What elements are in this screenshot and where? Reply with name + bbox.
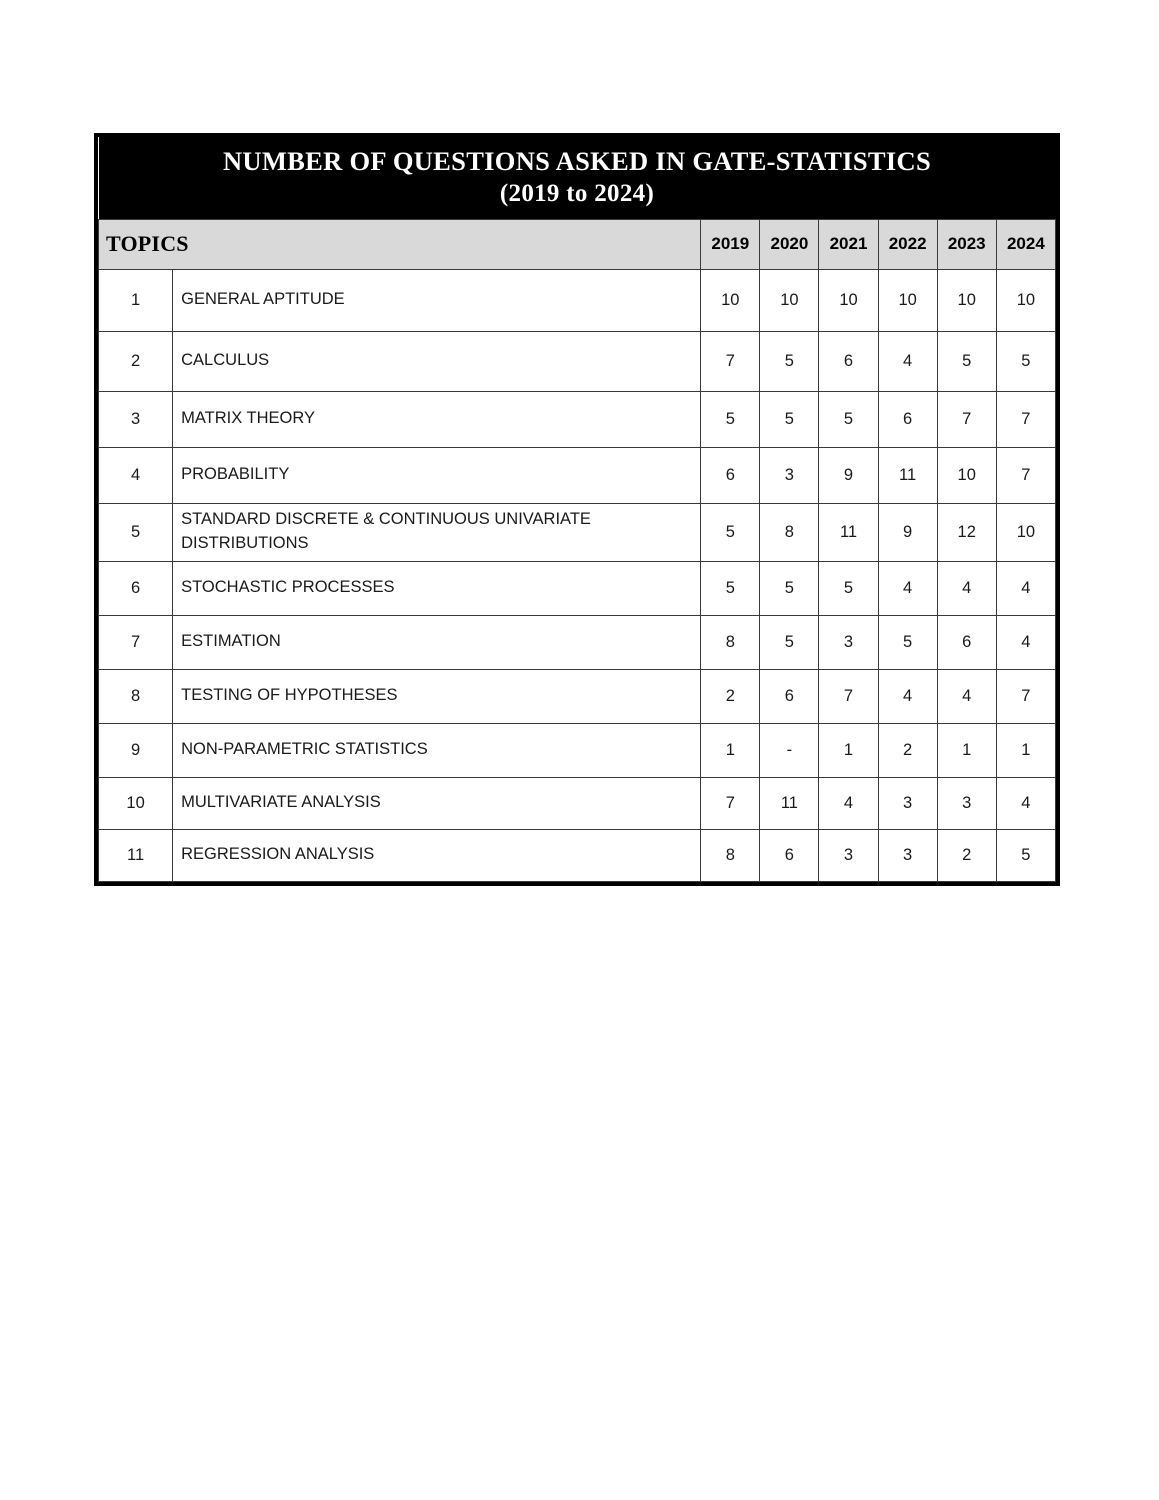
row-topic: MATRIX THEORY (173, 391, 701, 447)
cell-2020: 3 (760, 447, 819, 503)
cell-2021: 11 (819, 503, 878, 561)
cell-2020: 6 (760, 669, 819, 723)
table-row (99, 669, 1056, 723)
row-topic: CALCULUS (173, 331, 701, 391)
cell-2019: 7 (701, 777, 760, 829)
column-header-2019: 2019 (701, 219, 760, 269)
row-topic: STOCHASTIC PROCESSES (173, 561, 701, 615)
column-header-2023: 2023 (937, 219, 996, 269)
row-topic: NON-PARAMETRIC STATISTICS (173, 723, 701, 777)
cell-2019: 5 (701, 391, 760, 447)
cell-2020: 5 (760, 615, 819, 669)
cell-2023: 4 (937, 561, 996, 615)
cell-2019: 8 (701, 615, 760, 669)
cell-2020: - (760, 723, 819, 777)
table-row (99, 391, 1056, 447)
row-serial: 1 (99, 269, 173, 331)
table-row (99, 829, 1056, 881)
table-row (99, 723, 1056, 777)
cell-2023: 10 (937, 269, 996, 331)
row-topic: GENERAL APTITUDE (173, 269, 701, 331)
cell-2020: 10 (760, 269, 819, 331)
cell-2021: 6 (819, 331, 878, 391)
cell-2022: 4 (878, 561, 937, 615)
cell-2024: 4 (996, 615, 1055, 669)
cell-2023: 7 (937, 391, 996, 447)
cell-2019: 10 (701, 269, 760, 331)
cell-2019: 2 (701, 669, 760, 723)
cell-2022: 6 (878, 391, 937, 447)
row-topic: PROBABILITY (173, 447, 701, 503)
cell-2024: 10 (996, 503, 1055, 561)
table-row (99, 777, 1056, 829)
cell-2022: 10 (878, 269, 937, 331)
table-row (99, 561, 1056, 615)
cell-2024: 5 (996, 331, 1055, 391)
row-topic: ESTIMATION (173, 615, 701, 669)
cell-2023: 12 (937, 503, 996, 561)
cell-2024: 4 (996, 561, 1055, 615)
cell-2024: 7 (996, 669, 1055, 723)
cell-2023: 6 (937, 615, 996, 669)
table-row (99, 447, 1056, 503)
cell-2023: 5 (937, 331, 996, 391)
page-subtitle: (2019 to 2024) (499, 179, 655, 207)
row-topic: STANDARD DISCRETE & CONTINUOUS UNIVARIATE DISTRIBUTIONS (173, 503, 701, 561)
cell-2020: 11 (760, 777, 819, 829)
cell-2023: 2 (937, 829, 996, 881)
row-serial: 4 (99, 447, 173, 503)
table-title-row (99, 137, 1056, 219)
table-row (99, 503, 1056, 561)
page-title: NUMBER OF QUESTIONS ASKED IN GATE-STATISTICS (222, 146, 931, 176)
cell-2021: 5 (819, 391, 878, 447)
row-serial: 8 (99, 669, 173, 723)
cell-2021: 9 (819, 447, 878, 503)
row-serial: 2 (99, 331, 173, 391)
row-topic: MULTIVARIATE ANALYSIS (173, 777, 701, 829)
cell-2024: 5 (996, 829, 1055, 881)
table-row (99, 331, 1056, 391)
cell-2024: 4 (996, 777, 1055, 829)
row-serial: 6 (99, 561, 173, 615)
cell-2021: 3 (819, 829, 878, 881)
gate-statistics-table (94, 133, 1060, 886)
cell-2022: 4 (878, 669, 937, 723)
cell-2023: 1 (937, 723, 996, 777)
cell-2021: 5 (819, 561, 878, 615)
row-topic: TESTING OF HYPOTHESES (173, 669, 701, 723)
cell-2021: 4 (819, 777, 878, 829)
cell-2022: 3 (878, 829, 937, 881)
row-serial: 5 (99, 503, 173, 561)
table-row (99, 615, 1056, 669)
table-title-cell (99, 137, 1056, 219)
row-serial: 3 (99, 391, 173, 447)
cell-2023: 4 (937, 669, 996, 723)
row-serial: 10 (99, 777, 173, 829)
cell-2020: 5 (760, 391, 819, 447)
cell-2019: 1 (701, 723, 760, 777)
cell-2019: 8 (701, 829, 760, 881)
cell-2024: 1 (996, 723, 1055, 777)
table-row (99, 269, 1056, 331)
row-serial: 9 (99, 723, 173, 777)
cell-2022: 9 (878, 503, 937, 561)
row-serial: 7 (99, 615, 173, 669)
column-header-2021: 2021 (819, 219, 878, 269)
cell-2019: 6 (701, 447, 760, 503)
cell-2021: 10 (819, 269, 878, 331)
row-topic: REGRESSION ANALYSIS (173, 829, 701, 881)
cell-2021: 7 (819, 669, 878, 723)
cell-2019: 7 (701, 331, 760, 391)
column-header-2024: 2024 (996, 219, 1055, 269)
cell-2023: 10 (937, 447, 996, 503)
cell-2021: 1 (819, 723, 878, 777)
cell-2022: 2 (878, 723, 937, 777)
cell-2022: 5 (878, 615, 937, 669)
column-header-topics: TOPICS (99, 219, 701, 269)
cell-2022: 3 (878, 777, 937, 829)
cell-2020: 5 (760, 561, 819, 615)
cell-2022: 4 (878, 331, 937, 391)
cell-2023: 3 (937, 777, 996, 829)
cell-2024: 10 (996, 269, 1055, 331)
cell-2024: 7 (996, 447, 1055, 503)
cell-2019: 5 (701, 503, 760, 561)
cell-2021: 3 (819, 615, 878, 669)
cell-2024: 7 (996, 391, 1055, 447)
column-header-2020: 2020 (760, 219, 819, 269)
cell-2020: 6 (760, 829, 819, 881)
cell-2019: 5 (701, 561, 760, 615)
cell-2020: 8 (760, 503, 819, 561)
questions-table (98, 137, 1056, 882)
row-serial: 11 (99, 829, 173, 881)
cell-2022: 11 (878, 447, 937, 503)
cell-2020: 5 (760, 331, 819, 391)
column-header-row (99, 219, 1056, 269)
column-header-2022: 2022 (878, 219, 937, 269)
